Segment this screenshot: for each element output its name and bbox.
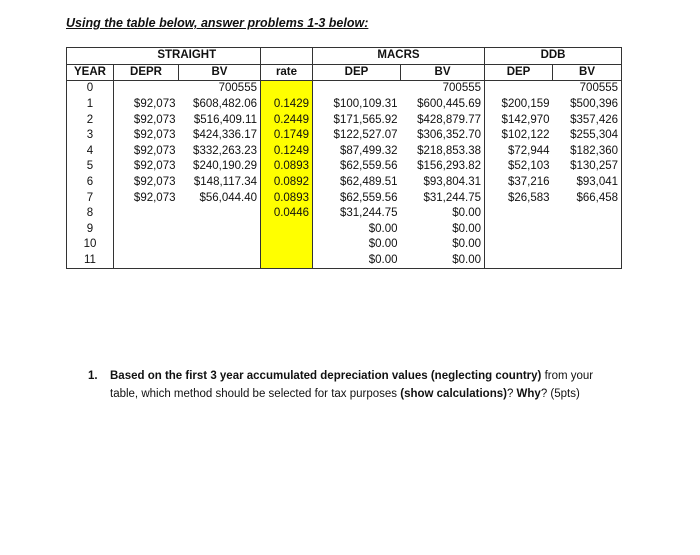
ddb-bv-header: BV bbox=[553, 64, 622, 81]
ddb-dep-cell bbox=[485, 237, 553, 253]
question-plain-1: from your table, which method should be selected for tax purposes bbox=[110, 370, 594, 400]
rate-cell bbox=[261, 81, 313, 97]
page-heading: Using the table below, answer problems 1-3 below: bbox=[66, 16, 369, 30]
straight-bv-cell: $516,409.11 bbox=[179, 112, 261, 128]
table-row bbox=[67, 253, 622, 269]
table-body bbox=[67, 81, 622, 269]
straight-depr-cell: $92,073 bbox=[133, 191, 176, 204]
macrs-bv-cell: $156,293.82 bbox=[401, 159, 485, 175]
table-row bbox=[67, 175, 622, 191]
table-row bbox=[67, 237, 622, 253]
macrs-bv-cell: $306,352.70 bbox=[401, 128, 485, 144]
ddb-bv-cell: $93,041 bbox=[553, 175, 622, 191]
year-cell: 8 bbox=[67, 206, 114, 222]
straight-depr-header: DEPR bbox=[114, 64, 179, 81]
ddb-dep-cell bbox=[485, 81, 553, 97]
straight-bv-cell: 700555 bbox=[179, 81, 261, 97]
year-header: YEAR bbox=[67, 64, 114, 81]
straight-bv-cell bbox=[179, 253, 261, 269]
macrs-dep-cell: $0.00 bbox=[368, 222, 398, 235]
question-plain-3: ? (5pts) bbox=[540, 388, 580, 400]
year-cell: 10 bbox=[67, 237, 114, 253]
question-number: 1. bbox=[88, 370, 98, 382]
macrs-bv-cell: $0.00 bbox=[401, 206, 485, 222]
straight-bv-cell: $608,482.06 bbox=[179, 97, 261, 113]
year-cell: 5 bbox=[67, 159, 114, 175]
macrs-group-header: MACRS bbox=[313, 48, 485, 65]
macrs-bv-cell: $0.00 bbox=[401, 237, 485, 253]
straight-depr-cell: $92,073 bbox=[133, 144, 176, 157]
table-row bbox=[67, 206, 622, 222]
macrs-dep-cell: $0.00 bbox=[313, 253, 401, 269]
macrs-bv-cell: $428,879.77 bbox=[401, 112, 485, 128]
straight-group-header: STRAIGHT bbox=[114, 48, 261, 65]
rate-cell: 0.2449 bbox=[261, 112, 313, 128]
rate-header: rate bbox=[261, 64, 313, 81]
ddb-bv-cell bbox=[553, 237, 622, 253]
macrs-bv-header: BV bbox=[401, 64, 485, 81]
straight-depr-cell bbox=[114, 253, 179, 269]
macrs-dep-header: DEP bbox=[313, 64, 401, 81]
straight-bv-header: BV bbox=[179, 64, 261, 81]
year-cell: 3 bbox=[67, 128, 114, 144]
ddb-dep-cell: $142,970 bbox=[501, 113, 550, 126]
macrs-dep-cell: $100,109.31 bbox=[333, 98, 398, 111]
table-row bbox=[67, 81, 622, 97]
ddb-bv-cell: $255,304 bbox=[553, 128, 622, 144]
straight-bv-cell: $332,263.23 bbox=[179, 144, 261, 160]
macrs-bv-cell: $0.00 bbox=[401, 222, 485, 238]
ddb-dep-cell bbox=[485, 206, 553, 222]
year-cell: 7 bbox=[67, 190, 114, 206]
macrs-bv-cell: $218,853.38 bbox=[401, 144, 485, 160]
straight-depr-cell bbox=[114, 206, 179, 222]
ddb-dep-cell: $200,159 bbox=[501, 98, 550, 111]
rate-cell: 0.1429 bbox=[261, 97, 313, 113]
macrs-dep-cell: $62,559.56 bbox=[339, 160, 398, 173]
rate-cell: 0.0893 bbox=[261, 159, 313, 175]
rate-cell bbox=[261, 237, 313, 253]
ddb-bv-cell: $182,360 bbox=[553, 144, 622, 160]
ddb-bv-cell: $357,426 bbox=[553, 112, 622, 128]
straight-bv-cell: $424,336.17 bbox=[179, 128, 261, 144]
macrs-dep-cell: $122,527.07 bbox=[333, 129, 398, 142]
ddb-group-header: DDB bbox=[485, 48, 622, 65]
macrs-dep-cell: $31,244.75 bbox=[339, 207, 398, 220]
ddb-bv-cell: $130,257 bbox=[553, 159, 622, 175]
straight-bv-cell bbox=[179, 222, 261, 238]
straight-bv-cell: $56,044.40 bbox=[179, 190, 261, 206]
question-1 bbox=[88, 367, 608, 403]
straight-depr-cell: $92,073 bbox=[133, 113, 176, 126]
straight-depr-cell bbox=[114, 81, 179, 97]
year-cell: 2 bbox=[67, 112, 114, 128]
year-cell: 4 bbox=[67, 144, 114, 160]
year-group-cell bbox=[67, 48, 114, 65]
ddb-dep-cell: $26,583 bbox=[507, 191, 550, 204]
macrs-bv-cell: $600,445.69 bbox=[401, 97, 485, 113]
straight-depr-cell: $92,073 bbox=[133, 98, 176, 111]
macrs-dep-cell: $87,499.32 bbox=[339, 144, 398, 157]
table-row bbox=[67, 222, 622, 238]
macrs-bv-cell: $31,244.75 bbox=[401, 190, 485, 206]
ddb-bv-cell: 700555 bbox=[553, 81, 622, 97]
rate-cell: 0.0446 bbox=[261, 206, 313, 222]
macrs-dep-cell: $62,489.51 bbox=[339, 176, 398, 189]
macrs-bv-cell: 700555 bbox=[401, 81, 485, 97]
straight-depr-cell: $92,073 bbox=[133, 176, 176, 189]
question-plain-2: ? bbox=[506, 388, 517, 400]
table-row bbox=[67, 190, 622, 206]
question-text bbox=[110, 367, 608, 403]
straight-bv-cell bbox=[179, 237, 261, 253]
macrs-dep-cell: $171,565.92 bbox=[333, 113, 398, 126]
year-cell: 6 bbox=[67, 175, 114, 191]
macrs-dep-cell: $62,559.56 bbox=[339, 191, 398, 204]
table-row bbox=[67, 144, 622, 160]
ddb-dep-header: DEP bbox=[485, 64, 553, 81]
ddb-dep-cell: $72,944 bbox=[507, 144, 550, 157]
macrs-bv-cell: $0.00 bbox=[401, 253, 485, 269]
question-bold-2: (show calculations) bbox=[400, 388, 507, 400]
macrs-dep-cell: $0.00 bbox=[368, 238, 398, 251]
macrs-bv-cell: $93,804.31 bbox=[401, 175, 485, 191]
column-header-row bbox=[67, 64, 622, 81]
rate-cell: 0.0893 bbox=[261, 190, 313, 206]
ddb-dep-cell: $102,122 bbox=[501, 129, 550, 142]
rate-cell: 0.1749 bbox=[261, 128, 313, 144]
rate-cell bbox=[261, 222, 313, 238]
ddb-bv-cell bbox=[553, 253, 622, 269]
table-row bbox=[67, 112, 622, 128]
ddb-bv-cell: $66,458 bbox=[553, 190, 622, 206]
question-bold-1: Based on the first 3 year accumulated depreciation values (neglecting country) bbox=[110, 370, 542, 382]
rate-group-cell bbox=[261, 48, 313, 65]
straight-depr-cell bbox=[114, 222, 179, 238]
straight-bv-cell bbox=[179, 206, 261, 222]
year-cell: 0 bbox=[67, 81, 114, 97]
rate-cell: 0.0892 bbox=[261, 175, 313, 191]
straight-depr-cell bbox=[114, 237, 179, 253]
rate-cell bbox=[261, 253, 313, 269]
table-row bbox=[67, 128, 622, 144]
straight-depr-cell: $92,073 bbox=[133, 129, 176, 142]
ddb-dep-cell: $52,103 bbox=[507, 160, 550, 173]
straight-depr-cell: $92,073 bbox=[133, 160, 176, 173]
straight-bv-cell: $240,190.29 bbox=[179, 159, 261, 175]
ddb-dep-cell bbox=[485, 253, 553, 269]
year-cell: 1 bbox=[67, 97, 114, 113]
straight-bv-cell: $148,117.34 bbox=[179, 175, 261, 191]
ddb-bv-cell: $500,396 bbox=[553, 97, 622, 113]
year-cell: 9 bbox=[67, 222, 114, 238]
macrs-dep-cell bbox=[313, 81, 401, 97]
ddb-bv-cell bbox=[553, 206, 622, 222]
table-row bbox=[67, 97, 622, 113]
year-cell: 11 bbox=[67, 253, 114, 269]
group-header-row bbox=[67, 48, 622, 65]
rate-cell: 0.1249 bbox=[261, 144, 313, 160]
ddb-dep-cell bbox=[485, 222, 553, 238]
table-row bbox=[67, 159, 622, 175]
ddb-bv-cell bbox=[553, 222, 622, 238]
ddb-dep-cell: $37,216 bbox=[507, 176, 550, 189]
depreciation-table bbox=[66, 47, 622, 269]
question-bold-3: Why bbox=[516, 388, 541, 400]
